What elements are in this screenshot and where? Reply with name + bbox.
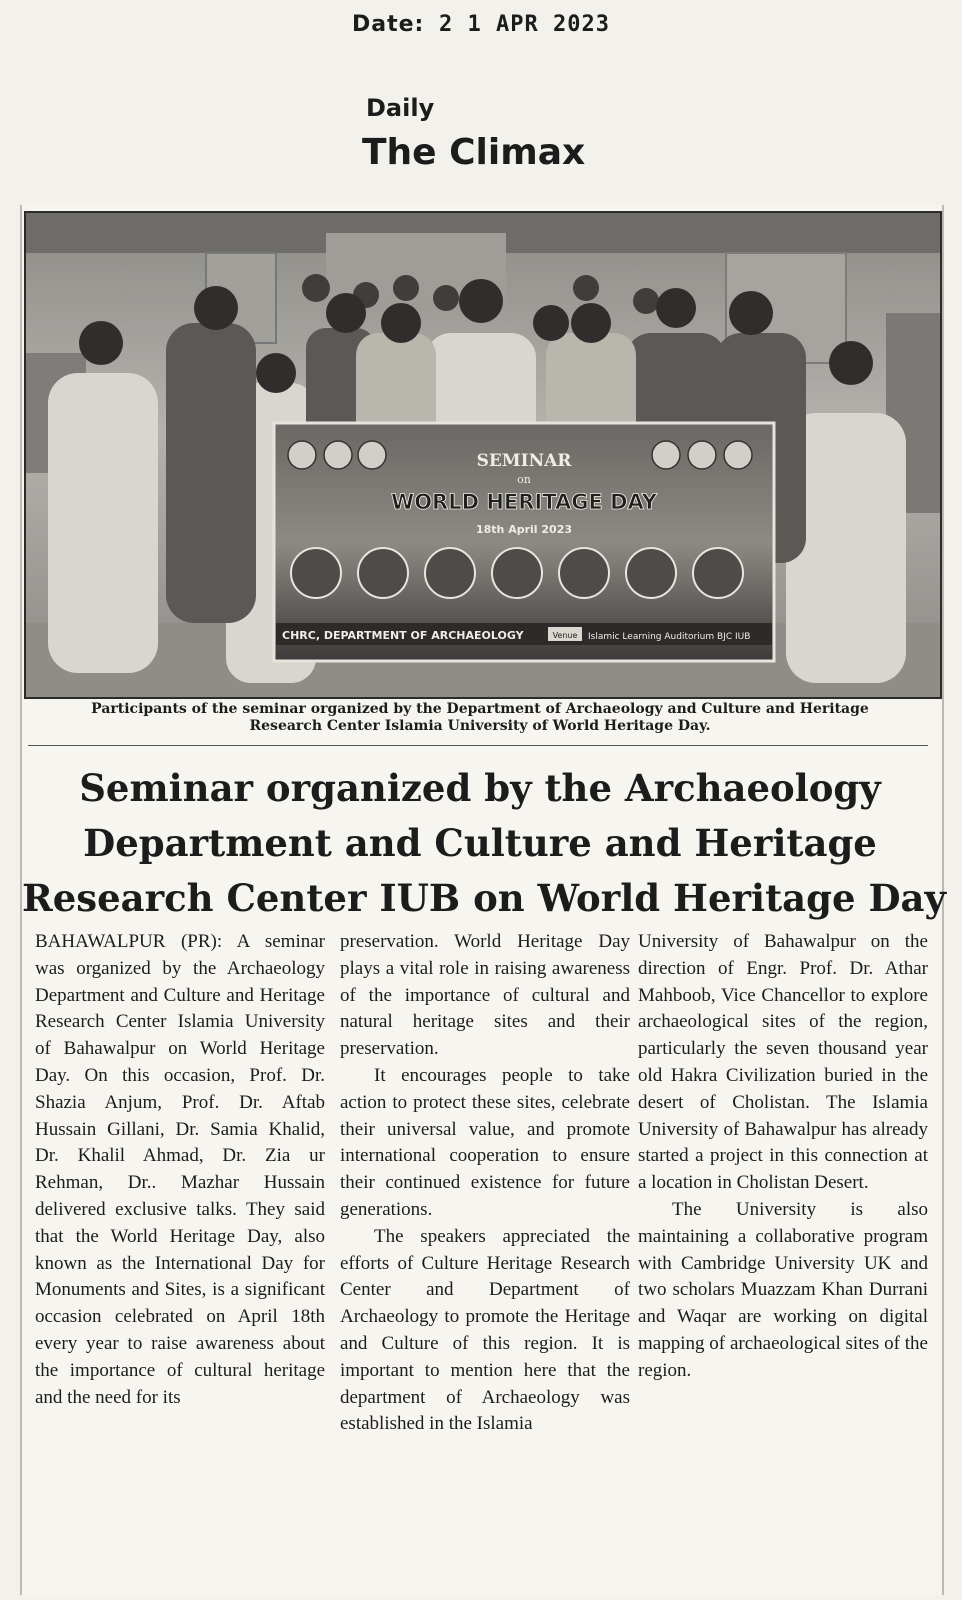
article-paragraph: The University is also maintaining a collaborative program with Cambridge University UK and two scholars Muazzam Khan Durrani and Waqar are working on digital mapping of archaeological sites of the region. [638, 1198, 928, 1381]
clipping-date [0, 12, 962, 37]
banner-title-main: WORLD HERITAGE DAY [391, 490, 657, 514]
banner-footer-left: CHRC, DEPARTMENT OF ARCHAEOLOGY [282, 629, 524, 642]
logo-icon [652, 441, 680, 469]
speaker-portrait-icon [626, 548, 676, 598]
speaker-portrait-icon [492, 548, 542, 598]
publication-name: The Climax [362, 132, 586, 173]
date-stamp: 2 1 APR 2023 [439, 12, 610, 37]
banner-title-on: on [517, 473, 531, 486]
logo-icon [288, 441, 316, 469]
caption-line: Research Center Islamia University of World Heritage Day. [249, 718, 711, 734]
headline-line: Seminar organized by the Archaeology [79, 766, 881, 810]
publication-prefix: Daily [366, 94, 435, 122]
headline-line: Department and Culture and Heritage [83, 821, 877, 865]
speaker-portrait-icon [291, 548, 341, 598]
speaker-portrait-icon [358, 548, 408, 598]
article-headline [22, 761, 947, 926]
article-column-2 [340, 929, 630, 1438]
article-column-1 [35, 929, 325, 1411]
speaker-portrait-icon [693, 548, 743, 598]
banner-venue-tag: Venue [552, 631, 578, 640]
banner-footer-right: Islamic Learning Auditorium BJC IUB [588, 632, 751, 642]
article-paragraph: It encourages people to take action to protect these sites, celebrate their universal value, and promote international cooperation to ensure their continued existence for future generations. [340, 1064, 630, 1220]
banner-title-top: SEMINAR [476, 451, 572, 471]
speaker-portrait-icon [559, 548, 609, 598]
article-paragraph: preservation. World Heritage Day plays a vital role in raising awareness of the importance of cultural and natural heritage sites and their preservation. [340, 931, 630, 1060]
logo-icon [724, 441, 752, 469]
article-paragraph: BAHAWALPUR (PR): A seminar was organized by the Archaeology Department and Culture and Heritage Research Center Islamia University of Bahawalpur on World Heritage Day. On this occasion, Prof. Dr. Shazia Anjum, Prof. Dr. Aftab Hussain Gillani, Dr. Samia Khalid, Dr. Khalil Ahmad, Dr. Zia ur Rehman, Dr.. Mazhar Hussain delivered exclusive talks. They said that the World Heritage Day, also known as the International Day for Monuments and Sites, is a significant occasion celebrated on April 18th every year to raise awareness about the importance of cultural heritage and the need for its [35, 931, 325, 1408]
logo-icon [688, 441, 716, 469]
article-paragraph: University of Bahawalpur on the direction of Engr. Prof. Dr. Athar Mahboob, Vice Chancellor to explore archaeological sites of the region, particularly the seven thousand year old Hakra Civilization buried in the desert of Cholistan. The Islamia University of Bahawalpur has already started a project in this connection at a location in Cholistan Desert. [638, 931, 928, 1194]
logo-icon [324, 441, 352, 469]
speaker-portrait-icon [425, 548, 475, 598]
article-column-3 [638, 929, 928, 1385]
date-label: Date: [352, 12, 425, 37]
logo-icon [358, 441, 386, 469]
article-paragraph: The speakers appreciated the efforts of Culture Heritage Research Center and Department of Archaeology to promote the Heritage and Culture of this region. It is important to mention here that the department of Archaeology was established in the Islamia [340, 1225, 630, 1435]
news-photo [24, 211, 942, 699]
photo-illustration [26, 213, 940, 697]
headline-line: Research Center IUB on World Heritage Day [22, 876, 947, 920]
photo-caption [22, 701, 938, 735]
caption-line: Participants of the seminar organized by the Department of Archaeology and Culture and Heritage [91, 701, 869, 717]
news-clipping [20, 205, 947, 1595]
banner-date: 18th April 2023 [475, 523, 573, 536]
divider [28, 745, 928, 746]
